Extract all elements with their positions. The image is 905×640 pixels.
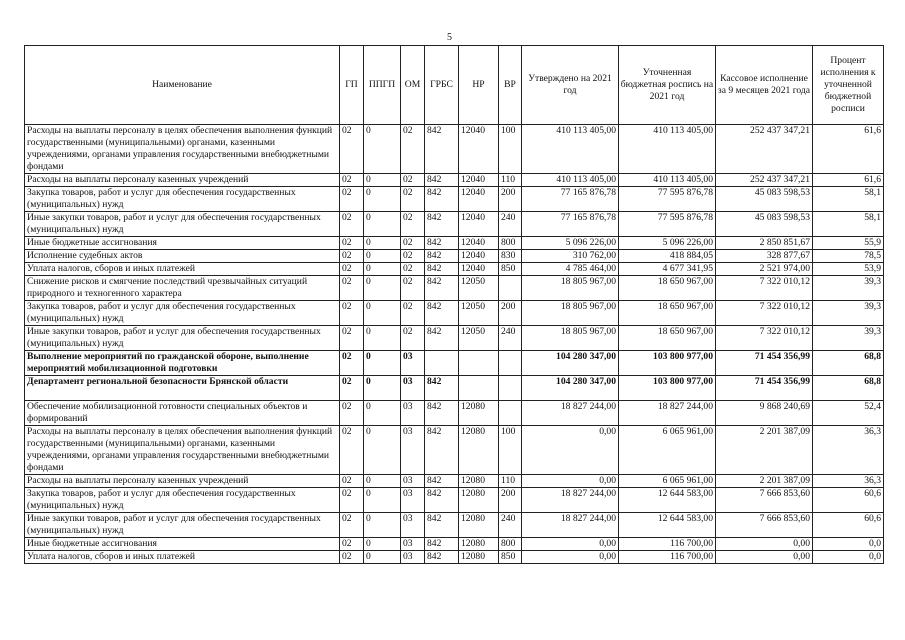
row-approved: 410 113 405,00 [522,125,619,174]
row-percent: 68,8 [813,351,884,376]
row-om: 02 [401,301,425,326]
header-percent: Процент исполнения к уточненной бюджетной росписи [813,46,884,125]
row-np: 12080 [459,401,499,426]
row-cash: 71 454 356,99 [716,376,813,401]
row-om: 03 [401,538,425,551]
table-row [25,187,884,212]
row-om: 02 [401,237,425,250]
header-name: Наименование [25,46,340,125]
row-percent: 78,5 [813,250,884,263]
budget-execution-table [24,45,884,564]
row-ppgp: 0 [364,538,401,551]
row-name: Закупка товаров, работ и услуг для обеспечения государственных (муниципальных) нужд [25,301,340,326]
row-ppgp: 0 [364,301,401,326]
row-gp: 02 [340,125,364,174]
row-np: 12050 [459,301,499,326]
row-ppgp: 0 [364,174,401,187]
row-ppgp: 0 [364,212,401,237]
row-name: Департамент региональной безопасности Брянской области [25,376,340,401]
row-percent: 58,1 [813,187,884,212]
row-name: Иные закупки товаров, работ и услуг для обеспечения государственных (муниципальных) нужд [25,513,340,538]
row-approved: 77 165 876,78 [522,187,619,212]
header-cash: Кассовое исполнение за 9 месяцев 2021 года [716,46,813,125]
row-grbs: 842 [425,212,459,237]
row-vr: 800 [499,237,522,250]
row-cash: 7 322 010,12 [716,301,813,326]
row-refined: 418 884,05 [619,250,716,263]
table-row [25,125,884,174]
header-refined: Уточненная бюджетная роспись на 2021 год [619,46,716,125]
row-grbs [425,351,459,376]
row-cash: 7 322 010,12 [716,276,813,301]
row-cash: 0,00 [716,551,813,564]
row-vr: 830 [499,250,522,263]
table-row [25,488,884,513]
table-row [25,237,884,250]
row-refined: 103 800 977,00 [619,376,716,401]
row-om: 03 [401,351,425,376]
page-number: 5 [447,32,452,43]
table-row [25,301,884,326]
row-gp: 02 [340,426,364,475]
row-refined: 77 595 876,78 [619,187,716,212]
row-gp: 02 [340,212,364,237]
row-refined: 410 113 405,00 [619,174,716,187]
row-approved: 5 096 226,00 [522,237,619,250]
row-grbs: 842 [425,475,459,488]
row-np: 12080 [459,551,499,564]
row-ppgp: 0 [364,513,401,538]
row-percent: 61,6 [813,125,884,174]
row-vr: 100 [499,426,522,475]
row-om: 03 [401,488,425,513]
row-gp: 02 [340,250,364,263]
row-name: Расходы на выплаты персоналу казенных учреждений [25,475,340,488]
row-vr: 110 [499,174,522,187]
row-np: 12080 [459,538,499,551]
header-om: ОМ [401,46,425,125]
row-vr [499,376,522,401]
row-name: Иные закупки товаров, работ и услуг для обеспечения государственных (муниципальных) нужд [25,212,340,237]
row-np: 12080 [459,426,499,475]
row-ppgp: 0 [364,488,401,513]
row-approved: 104 280 347,00 [522,376,619,401]
row-refined: 6 065 961,00 [619,475,716,488]
table-row [25,426,884,475]
table-row [25,174,884,187]
row-percent: 52,4 [813,401,884,426]
row-refined: 103 800 977,00 [619,351,716,376]
row-om: 03 [401,513,425,538]
row-gp: 02 [340,326,364,351]
row-refined: 116 700,00 [619,538,716,551]
row-approved: 18 805 967,00 [522,326,619,351]
row-np: 12040 [459,174,499,187]
row-om: 02 [401,125,425,174]
row-vr: 240 [499,326,522,351]
row-cash: 71 454 356,99 [716,351,813,376]
row-percent: 61,6 [813,174,884,187]
row-np: 12040 [459,187,499,212]
row-ppgp: 0 [364,376,401,401]
row-name: Исполнение судебных актов [25,250,340,263]
row-name: Иные закупки товаров, работ и услуг для обеспечения государственных (муниципальных) нужд [25,326,340,351]
row-refined: 18 650 967,00 [619,301,716,326]
table-row [25,263,884,276]
row-cash: 2 201 387,09 [716,475,813,488]
row-ppgp: 0 [364,263,401,276]
row-np: 12080 [459,475,499,488]
table-row [25,475,884,488]
row-om: 03 [401,475,425,488]
row-cash: 252 437 347,21 [716,125,813,174]
row-np: 12080 [459,513,499,538]
row-name: Обеспечение мобилизационной готовности специальных объектов и формирований [25,401,340,426]
row-gp: 02 [340,401,364,426]
row-grbs: 842 [425,187,459,212]
row-cash: 7 666 853,60 [716,488,813,513]
row-grbs: 842 [425,237,459,250]
row-approved: 4 785 464,00 [522,263,619,276]
row-name: Снижение рисков и смягчение последствий чрезвычайных ситуаций природного и техногенного характера [25,276,340,301]
row-percent: 39,3 [813,301,884,326]
row-ppgp: 0 [364,426,401,475]
row-np: 12040 [459,250,499,263]
row-percent: 39,3 [813,276,884,301]
row-ppgp: 0 [364,551,401,564]
row-grbs: 842 [425,276,459,301]
row-refined: 18 827 244,00 [619,401,716,426]
row-gp: 02 [340,301,364,326]
row-refined: 12 644 583,00 [619,488,716,513]
row-cash: 328 877,67 [716,250,813,263]
row-ppgp: 0 [364,351,401,376]
row-percent: 0,0 [813,538,884,551]
row-percent: 60,6 [813,513,884,538]
table-row [25,326,884,351]
header-np: НР [459,46,499,125]
table-body [25,125,884,564]
row-vr: 850 [499,263,522,276]
row-om: 02 [401,250,425,263]
row-grbs: 842 [425,426,459,475]
row-gp: 02 [340,276,364,301]
row-gp: 02 [340,488,364,513]
row-vr [499,351,522,376]
row-refined: 6 065 961,00 [619,426,716,475]
row-refined: 12 644 583,00 [619,513,716,538]
row-np: 12040 [459,237,499,250]
row-cash: 2 201 387,09 [716,426,813,475]
row-grbs: 842 [425,326,459,351]
table-row [25,401,884,426]
row-np: 12050 [459,326,499,351]
row-ppgp: 0 [364,250,401,263]
row-vr: 850 [499,551,522,564]
row-np: 12040 [459,125,499,174]
row-grbs: 842 [425,376,459,401]
row-om: 03 [401,401,425,426]
row-grbs: 842 [425,401,459,426]
row-grbs: 842 [425,538,459,551]
header-vr: ВР [499,46,522,125]
row-vr: 240 [499,513,522,538]
row-ppgp: 0 [364,125,401,174]
row-om: 03 [401,426,425,475]
row-grbs: 842 [425,551,459,564]
row-cash: 0,00 [716,538,813,551]
row-ppgp: 0 [364,326,401,351]
row-approved: 18 827 244,00 [522,401,619,426]
row-approved: 104 280 347,00 [522,351,619,376]
row-vr [499,276,522,301]
row-name: Иные бюджетные ассигнования [25,538,340,551]
row-om: 03 [401,551,425,564]
row-percent: 36,3 [813,475,884,488]
row-approved: 18 805 967,00 [522,301,619,326]
row-percent: 55,9 [813,237,884,250]
row-np: 12040 [459,212,499,237]
row-gp: 02 [340,237,364,250]
row-refined: 5 096 226,00 [619,237,716,250]
row-om: 02 [401,212,425,237]
table-row [25,351,884,376]
row-cash: 9 868 240,69 [716,401,813,426]
row-vr: 240 [499,212,522,237]
table-row [25,276,884,301]
row-approved: 0,00 [522,475,619,488]
row-grbs: 842 [425,513,459,538]
row-name: Уплата налогов, сборов и иных платежей [25,551,340,564]
row-vr: 200 [499,488,522,513]
row-vr: 110 [499,475,522,488]
row-om: 02 [401,326,425,351]
row-percent: 0,0 [813,551,884,564]
row-gp: 02 [340,538,364,551]
table-row [25,551,884,564]
row-gp: 02 [340,174,364,187]
header-ppgp: ППГП [364,46,401,125]
row-cash: 252 437 347,21 [716,174,813,187]
row-approved: 0,00 [522,426,619,475]
row-name: Закупка товаров, работ и услуг для обеспечения государственных (муниципальных) нужд [25,187,340,212]
table-row [25,212,884,237]
row-approved: 310 762,00 [522,250,619,263]
row-refined: 4 677 341,95 [619,263,716,276]
row-refined: 77 595 876,78 [619,212,716,237]
row-gp: 02 [340,551,364,564]
row-ppgp: 0 [364,187,401,212]
row-approved: 0,00 [522,538,619,551]
row-vr: 800 [499,538,522,551]
row-om: 02 [401,276,425,301]
row-refined: 116 700,00 [619,551,716,564]
row-gp: 02 [340,351,364,376]
row-om: 03 [401,376,425,401]
row-vr: 200 [499,187,522,212]
row-name: Расходы на выплаты персоналу казенных учреждений [25,174,340,187]
row-vr: 200 [499,301,522,326]
row-approved: 0,00 [522,551,619,564]
row-np [459,351,499,376]
row-np: 12080 [459,488,499,513]
table-row [25,250,884,263]
row-name: Закупка товаров, работ и услуг для обеспечения государственных (муниципальных) нужд [25,488,340,513]
row-refined: 410 113 405,00 [619,125,716,174]
row-cash: 2 850 851,67 [716,237,813,250]
row-np: 12040 [459,263,499,276]
row-grbs: 842 [425,174,459,187]
header-gp: ГП [340,46,364,125]
row-percent: 53,9 [813,263,884,276]
row-om: 02 [401,174,425,187]
row-cash: 45 083 598,53 [716,187,813,212]
row-vr [499,401,522,426]
row-grbs: 842 [425,301,459,326]
row-approved: 18 827 244,00 [522,488,619,513]
table-header [25,46,884,125]
header-approved: Утверждено на 2021 год [522,46,619,125]
row-approved: 18 827 244,00 [522,513,619,538]
row-name: Выполнение мероприятий по гражданской обороне, выполнение мероприятий мобилизационной подготовки [25,351,340,376]
row-grbs: 842 [425,250,459,263]
row-cash: 7 322 010,12 [716,326,813,351]
row-name: Иные бюджетные ассигнования [25,237,340,250]
row-approved: 410 113 405,00 [522,174,619,187]
table-row [25,538,884,551]
header-grbs: ГРБС [425,46,459,125]
row-name: Расходы на выплаты персоналу в целях обеспечения выполнения функций государственными (муниципальными) органами, казенными учреждениями, органами управления государственными внебюджетными фондами [25,426,340,475]
row-ppgp: 0 [364,237,401,250]
row-ppgp: 0 [364,475,401,488]
row-refined: 18 650 967,00 [619,326,716,351]
row-name: Уплата налогов, сборов и иных платежей [25,263,340,276]
row-np [459,376,499,401]
row-np: 12050 [459,276,499,301]
row-gp: 02 [340,475,364,488]
row-percent: 36,3 [813,426,884,475]
row-name: Расходы на выплаты персоналу в целях обеспечения выполнения функций государственными (муниципальными) органами, казенными учреждениями, органами управления государственными внебюджетными фондами [25,125,340,174]
row-om: 02 [401,187,425,212]
row-cash: 45 083 598,53 [716,212,813,237]
row-vr: 100 [499,125,522,174]
row-percent: 68,8 [813,376,884,401]
row-gp: 02 [340,513,364,538]
row-approved: 18 805 967,00 [522,276,619,301]
row-cash: 7 666 853,60 [716,513,813,538]
row-grbs: 842 [425,263,459,276]
row-percent: 58,1 [813,212,884,237]
row-percent: 60,6 [813,488,884,513]
row-refined: 18 650 967,00 [619,276,716,301]
table-row [25,376,884,401]
row-gp: 02 [340,376,364,401]
row-ppgp: 0 [364,401,401,426]
row-gp: 02 [340,187,364,212]
row-percent: 39,3 [813,326,884,351]
row-grbs: 842 [425,488,459,513]
table-row [25,513,884,538]
row-om: 02 [401,263,425,276]
row-grbs: 842 [425,125,459,174]
row-cash: 2 521 974,00 [716,263,813,276]
row-approved: 77 165 876,78 [522,212,619,237]
row-ppgp: 0 [364,276,401,301]
row-gp: 02 [340,263,364,276]
